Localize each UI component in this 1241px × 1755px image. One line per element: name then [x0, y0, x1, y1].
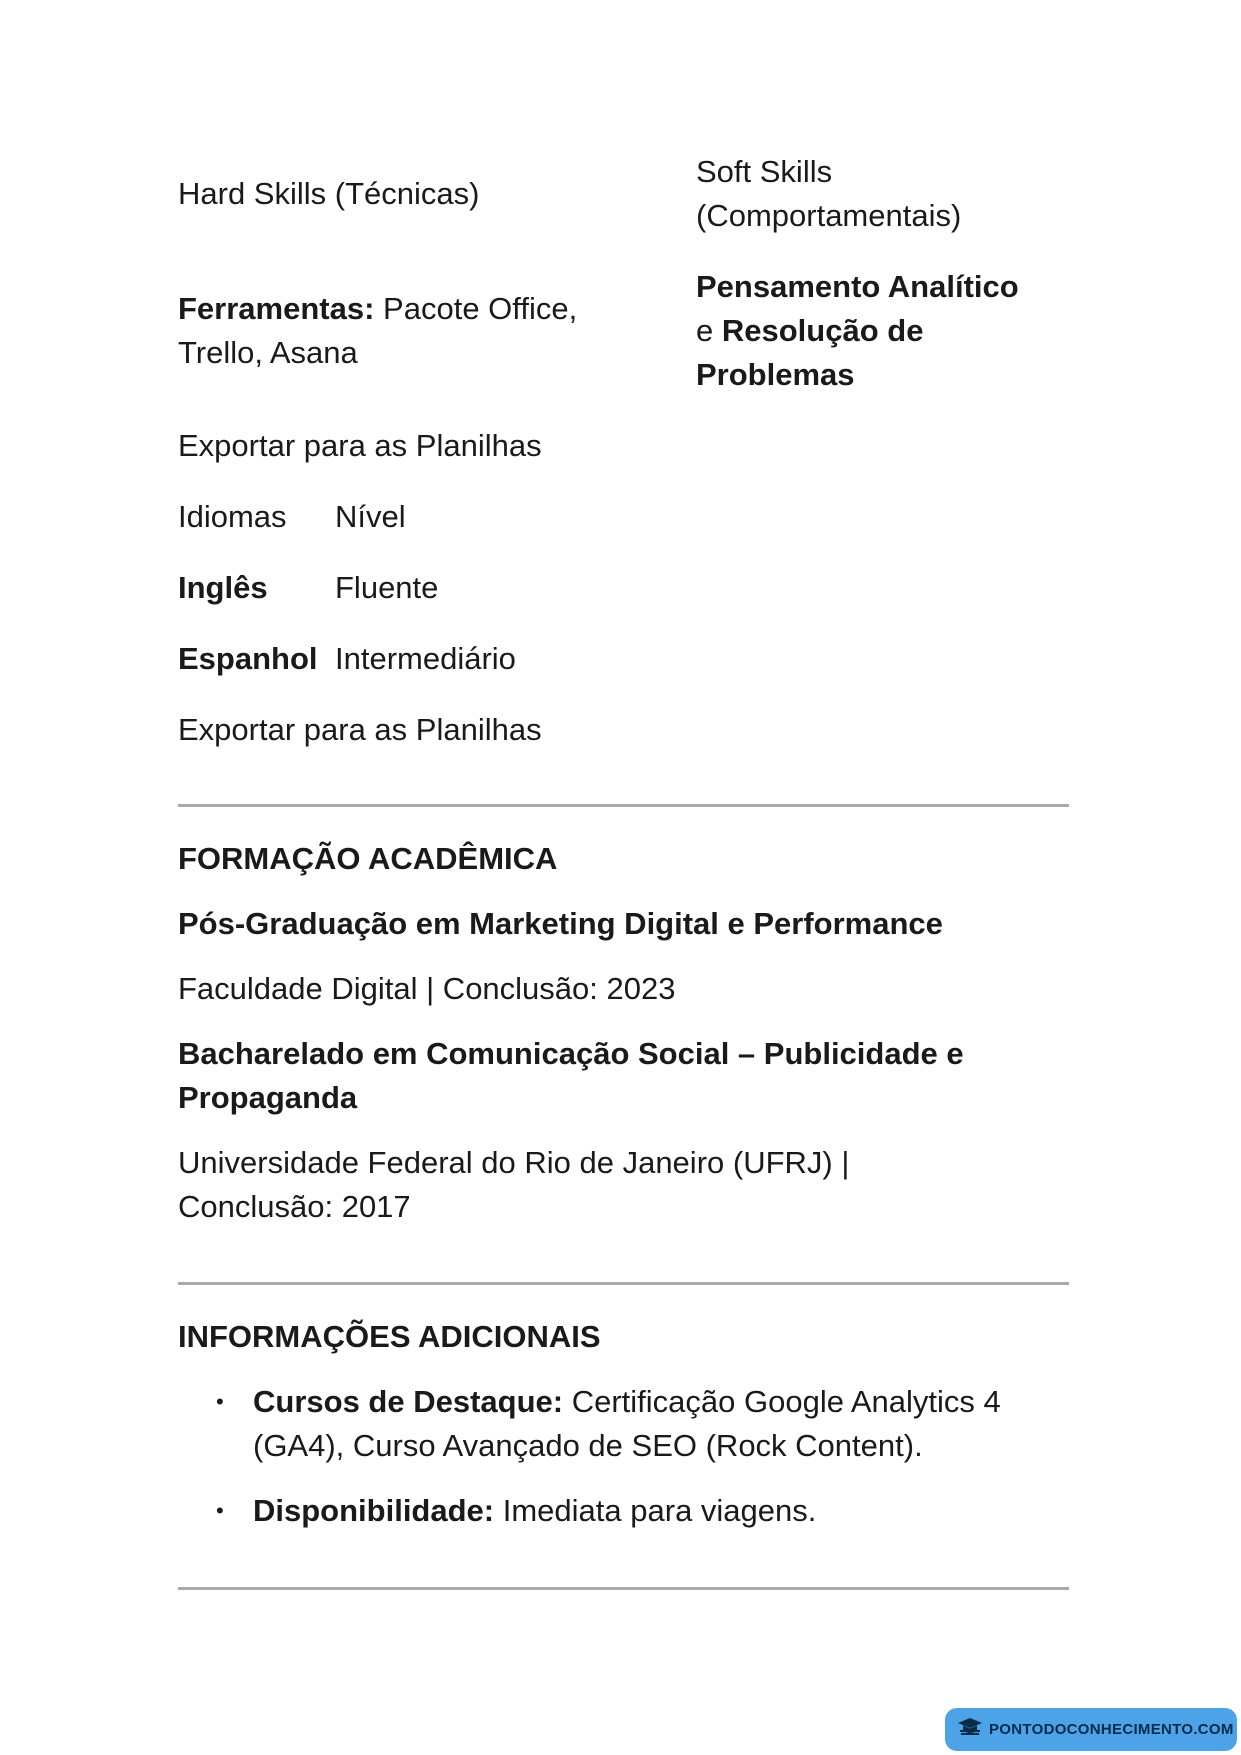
additional-item1-text-line2: (GA4), Curso Avançado de SEO (Rock Content). [253, 1428, 923, 1463]
soft-skills-title-line1: Soft Skills [696, 154, 833, 189]
hard-skills-title: Hard Skills (Técnicas) [178, 176, 480, 211]
soft-item-line3 [696, 353, 855, 397]
language-name: Inglês [178, 570, 268, 605]
language-level: Intermediário [335, 641, 516, 676]
languages-header-level: Nível [335, 499, 406, 534]
additional-item1-label: Cursos de Destaque: [253, 1384, 564, 1419]
soft-skills-title-line2: (Comportamentais) [696, 198, 962, 233]
degree1-detail: Faculdade Digital | Conclusão: 2023 [178, 971, 676, 1006]
section-divider [178, 1282, 1069, 1285]
languages-header-language: Idiomas [178, 499, 287, 534]
bullet-dot: • [216, 1498, 224, 1523]
additional-item2 [253, 1489, 816, 1533]
language-level: Fluente [335, 570, 439, 605]
degree2-title-line1: Bacharelado em Comunicação Social – Publicidade e [178, 1036, 964, 1071]
additional-item2-label: Disponibilidade: [253, 1493, 495, 1528]
language-name: Espanhol [178, 641, 318, 676]
soft-item-line2 [696, 309, 923, 353]
degree2-detail-line1: Universidade Federal do Rio de Janeiro (UFRJ) | [178, 1145, 850, 1180]
soft-item-line1 [696, 265, 1019, 309]
tools-line1 [178, 287, 577, 331]
additional-item1-text-line1: Certificação Google Analytics 4 [571, 1384, 1001, 1419]
degree2-title-line2: Propaganda [178, 1080, 358, 1115]
tools-label: Ferramentas: [178, 291, 375, 326]
bullet-dot: • [216, 1389, 224, 1414]
additional-item2-text: Imediata para viagens. [502, 1493, 817, 1528]
soft-item-bold3: Problemas [696, 357, 855, 392]
education-section-title: FORMAÇÃO ACADÊMICA [178, 841, 558, 876]
soft-item-bold2: Resolução de [721, 313, 924, 348]
soft-item-bold1: Pensamento Analítico [696, 269, 1019, 304]
tools-value-line2: Trello, Asana [178, 335, 358, 370]
watermark-badge[interactable] [945, 1708, 1237, 1751]
degree1-title: Pós-Graduação em Marketing Digital e Performance [178, 906, 943, 941]
additional-item1-line1 [253, 1380, 1001, 1424]
degree2-detail-line2: Conclusão: 2017 [178, 1189, 411, 1224]
export-sheets-link-1[interactable]: Exportar para as Planilhas [178, 428, 542, 463]
section-divider [178, 1587, 1069, 1590]
export-sheets-link-2[interactable]: Exportar para as Planilhas [178, 712, 542, 747]
soft-item-conj: e [696, 313, 714, 348]
watermark-text: PONTODOCONHECIMENTO.COM [989, 1721, 1234, 1738]
section-divider [178, 804, 1069, 807]
graduation-cap-icon [957, 1715, 983, 1744]
tools-value-line1: Pacote Office, [383, 291, 578, 326]
additional-section-title: INFORMAÇÕES ADICIONAIS [178, 1319, 601, 1354]
